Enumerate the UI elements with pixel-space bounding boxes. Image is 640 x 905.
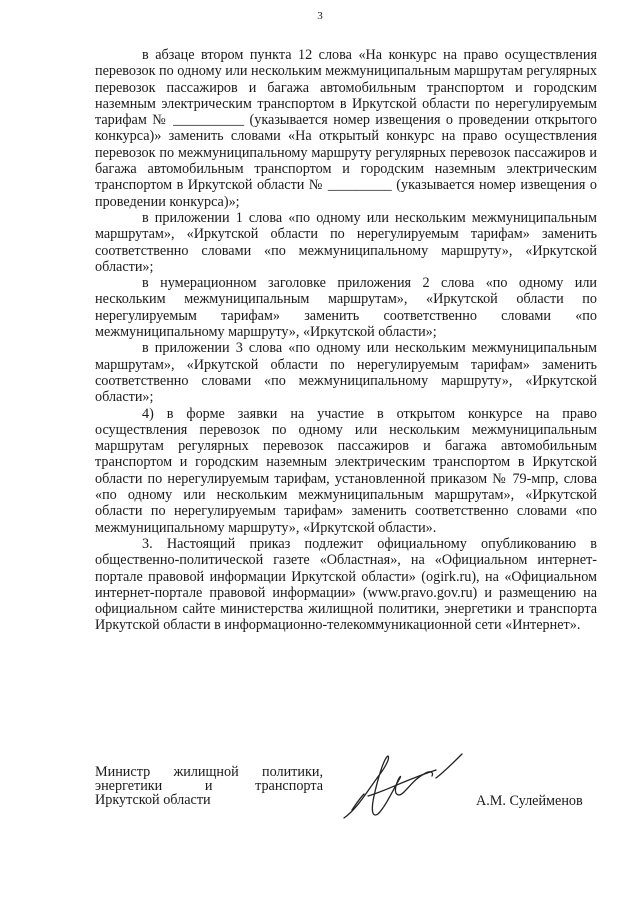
paragraph-appendix-1-amendment: в приложении 1 слова «по одному или нескольким межмуниципальным маршрутам», «Иркутской области по нерегулируемым тарифам» заменить соответственно словами «по межмуниципальному маршруту», «Иркутской области»; — [95, 209, 597, 275]
handwritten-signature — [338, 748, 468, 828]
paragraph-paragraph-12-amendment: в абзаце втором пункта 12 слова «На конкурс на право осуществления перевозок по одному или нескольким межмуниципальным маршрутам регулярных перевозок пассажиров и багажа автомобильным транспортом и городским наземным электрическим транспортом в Иркутской области по нерегулируемым тарифам № __________ (указывается номер извещения о проведении открытого конкурса)» заменить словами «На открытый конкурс на право осуществления перевозок по межмуниципальному маршруту регулярных перевозок пассажиров и багажа автомобильным транспортом и городским наземным электрическим транспортом в Иркутской области № _________ (указывается номер извещения о проведении конкурса)»; — [95, 47, 597, 210]
paragraph-appendix-3-amendment: в приложении 3 слова «по одному или нескольким межмуниципальным маршрутам», «Иркутской области по нерегулируемым тарифам» заменить соответственно словами «по межмуниципальному маршруту», «Иркутской области»; — [95, 340, 597, 406]
document-body — [95, 47, 597, 634]
signer-position-line: Министр жилищной политики, — [95, 764, 323, 780]
signer-name: А.М. Сулейменов — [476, 793, 583, 809]
paragraph-application-form-amendment: 4) в форме заявки на участие в открытом конкурсе на право осуществления перевозок по одному или нескольким межмуниципальным маршрутам регулярных перевозок пассажиров и багажа автомобильным транспортом и городским наземным электрическим транспортом в Иркутской области по нерегулируемым тарифам, установленной приказом № 79-мпр, слова «по одному или нескольким межмуниципальным маршрутам», «Иркутской области по нерегулируемым тарифам» заменить соответственно словами «по межмуниципальному маршруту», «Иркутской области». — [95, 405, 597, 536]
signer-position-line: Иркутской области — [95, 792, 211, 808]
paragraph-appendix-2-amendment: в нумерационном заголовке приложения 2 слова «по одному или нескольким межмуниципальным маршрутам», «Иркутской области по нерегулируемым тарифам» заменить соответственно словами «по межмуниципальному маршруту», «Иркутской области»; — [95, 275, 597, 341]
signer-position-line: энергетики и транспорта — [95, 778, 323, 794]
page-number: 3 — [317, 10, 323, 22]
paragraph-publication-clause: 3. Настоящий приказ подлежит официальному опубликованию в общественно-политической газете «Областная», на «Официальном интернет-портале правовой информации Иркутской области» (ogirk.ru), на «Официальном интернет-портале правовой информации» (www.pravo.gov.ru) и размещению на официальном сайте министерства жилищной политики, энергетики и транспорта Иркутской области в информационно-телекоммуникационной сети «Интернет». — [95, 535, 597, 634]
signer-position — [95, 765, 323, 807]
